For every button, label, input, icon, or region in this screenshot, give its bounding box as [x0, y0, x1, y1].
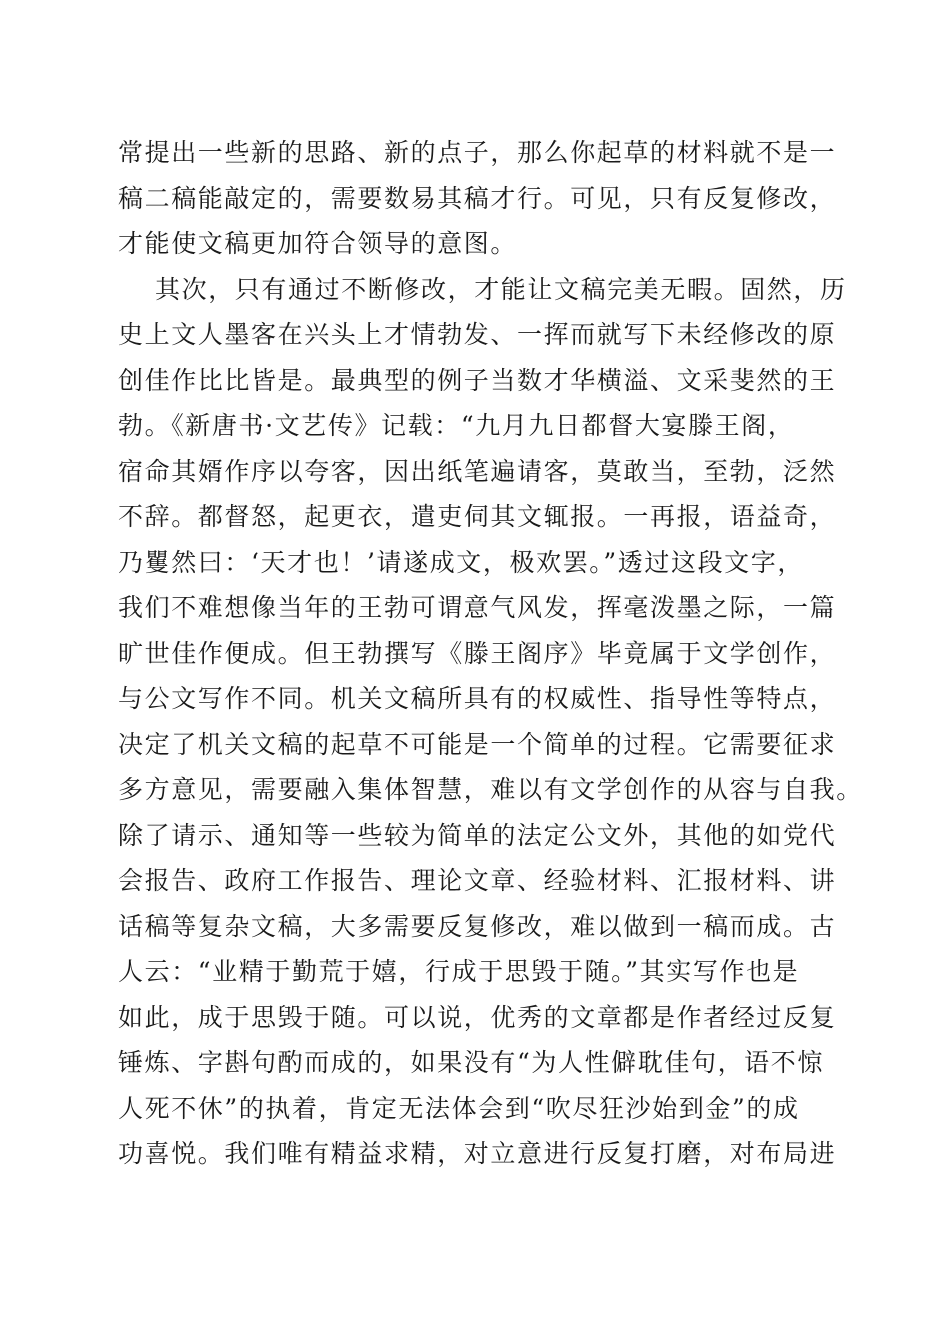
text-line: 创佳作比比皆是。最典型的例子当数才华横溢、文采斐然的王: [118, 365, 837, 395]
text-line: 常提出一些新的思路、新的点子，那么你起草的材料就不是一: [118, 138, 837, 167]
text-line: 我们不难想像当年的王勃可谓意气风发，挥毫泼墨之际，一篇: [118, 593, 837, 622]
text-line: 宿命其婿作序以夸客，因出纸笔遍请客，莫敢当，至勃，泛然: [118, 456, 837, 486]
text-line: 人云：“业精于勤荒于嬉，行成于思毁于随。”其实写作也是: [118, 957, 800, 986]
text-line: 锤炼、字斟句酌而成的，如果没有“为人性僻耽佳句，语不惊: [118, 1048, 824, 1077]
text-line: 不辞。都督怒，起更衣，遣吏伺其文辄报。一再报，语益奇，: [118, 502, 837, 531]
text-line: 会报告、政府工作报告、理论文章、经验材料、汇报材料、讲: [118, 866, 837, 895]
text-line: 人死不休”的执着，肯定无法体会到“吹尽狂沙始到金”的成: [118, 1093, 800, 1123]
text-line: 与公文写作不同。机关文稿所具有的权威性、指导性等特点，: [118, 684, 837, 713]
text-line: 话稿等复杂文稿，大多需要反复修改，难以做到一稿而成。古: [118, 911, 837, 941]
text-line: 除了请示、通知等一些较为简单的法定公文外，其他的如党代: [118, 820, 837, 850]
text-line: 稿二稿能敲定的，需要数易其稿才行。可见，只有反复修改，: [118, 183, 837, 213]
text-line: 功喜悦。我们唯有精益求精，对立意进行反复打磨，对布局进: [118, 1139, 837, 1168]
document-body: [118, 130, 863, 1177]
paragraph-start-line: 其次，只有通过不断修改，才能让文稿完美无暇。固然，历: [155, 274, 847, 304]
text-line: 多方意见，需要融入集体智慧，难以有文学创作的从容与自我。: [118, 775, 863, 804]
text-line: 史上文人墨客在兴头上才情勃发、一挥而就写下未经修改的原: [118, 320, 837, 349]
text-line: 旷世佳作便成。但王勃撰写《滕王阁序》毕竟属于文学创作，: [118, 638, 837, 668]
text-line: 如此，成于思毁于随。可以说，优秀的文章都是作者经过反复: [118, 1002, 837, 1032]
text-line: 才能使文稿更加符合领导的意图。: [118, 229, 518, 258]
text-line: 乃矍然曰：‘天才也！’请遂成文，极欢罢。”透过这段文字，: [118, 547, 804, 577]
text-line: 勃。《新唐书·文艺传》记载：“九月九日都督大宴滕王阁，: [118, 411, 795, 440]
text-line: 决定了机关文稿的起草不可能是一个简单的过程。它需要征求: [118, 729, 837, 759]
